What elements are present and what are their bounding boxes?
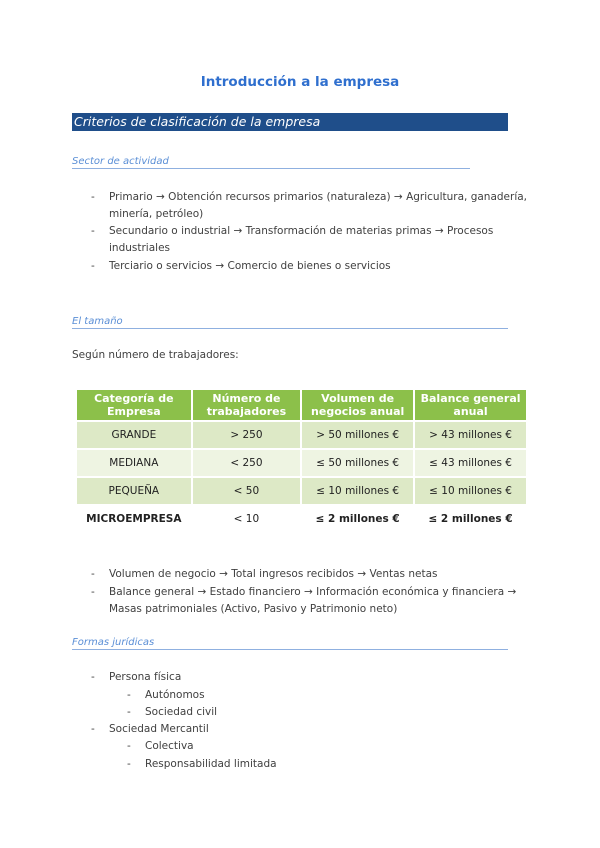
table-cell: < 250 — [193, 450, 301, 476]
table-cell: MEDIANA — [77, 450, 191, 476]
table-row — [77, 422, 526, 448]
size-note-line: Balance general → Estado financiero → Información económica y financiera → — [109, 586, 517, 598]
legal-heading: Formas jurídicas — [72, 636, 508, 650]
legal-subitem: Sociedad civil — [145, 706, 218, 718]
table-header: Categoría de Empresa — [77, 390, 191, 420]
table-cell: MICROEMPRESA — [77, 506, 191, 532]
bullet-dash: - — [127, 706, 131, 718]
size-note-balance — [109, 584, 516, 618]
bullet-dash: - — [91, 568, 95, 580]
legal-item-sociedad-mercantil: Sociedad Mercantil — [109, 723, 209, 735]
bullet-dash: - — [91, 225, 95, 237]
table-cell: > 250 — [193, 422, 301, 448]
sector-item-line: minería, petróleo) — [109, 208, 204, 220]
table-row — [77, 478, 526, 504]
table-cell: ≤ 43 millones € — [415, 450, 526, 476]
size-intro: Según número de trabajadores: — [72, 349, 239, 361]
table-cell: ≤ 10 millones € — [415, 478, 526, 504]
table-header: Balance general anual — [415, 390, 526, 420]
bullet-dash: - — [127, 740, 131, 752]
table-row — [77, 450, 526, 476]
table-cell: GRANDE — [77, 422, 191, 448]
table-row — [77, 506, 526, 532]
sector-item-line: Terciario o servicios → Comercio de bienes o servicios — [109, 260, 391, 272]
legal-subitem: Autónomos — [145, 689, 205, 701]
table-cell: < 50 — [193, 478, 301, 504]
table-cell: ≤ 2 millones € — [415, 506, 526, 532]
legal-subitem: Responsabilidad limitada — [145, 758, 277, 770]
bullet-dash: - — [91, 723, 95, 735]
sector-item-line: Primario → Obtención recursos primarios (naturaleza) → Agricultura, ganadería, — [109, 191, 528, 203]
table-cell: ≤ 50 millones € — [302, 450, 413, 476]
bullet-dash: - — [127, 689, 131, 701]
table-header: Número de trabajadores — [193, 390, 301, 420]
table-cell: > 43 millones € — [415, 422, 526, 448]
table-cell: < 10 — [193, 506, 301, 532]
size-note-volumen — [109, 566, 437, 583]
size-note-line: Masas patrimoniales (Activo, Pasivo y Patrimonio neto) — [109, 603, 398, 615]
size-heading: El tamaño — [72, 315, 508, 329]
section-band: Criterios de clasificación de la empresa — [72, 113, 508, 131]
sector-heading: Sector de actividad — [72, 155, 470, 169]
table-header-row — [77, 390, 526, 420]
sector-item-terciario — [109, 258, 391, 275]
legal-subitem: Colectiva — [145, 740, 194, 752]
table-cell: ≤ 10 millones € — [302, 478, 413, 504]
sector-item-line: Secundario o industrial → Transformación de materias primas → Procesos — [109, 225, 494, 237]
sector-item-line: industriales — [109, 242, 170, 254]
table-cell: ≤ 2 millones € — [302, 506, 413, 532]
bullet-dash: - — [91, 260, 95, 272]
page-title: Introducción a la empresa — [200, 74, 400, 90]
size-note-line: Volumen de negocio → Total ingresos recibidos → Ventas netas — [109, 568, 438, 580]
bullet-dash: - — [127, 758, 131, 770]
bullet-dash: - — [91, 586, 95, 598]
table-cell: PEQUEÑA — [77, 478, 191, 504]
table-cell: > 50 millones € — [302, 422, 413, 448]
table-header: Volumen de negocios anual — [302, 390, 413, 420]
bullet-dash: - — [91, 671, 95, 683]
legal-item-persona-fisica: Persona física — [109, 671, 182, 683]
sector-item-secundario — [109, 223, 493, 257]
bullet-dash: - — [91, 191, 95, 203]
sector-item-primario — [109, 189, 527, 223]
size-table — [75, 388, 528, 534]
